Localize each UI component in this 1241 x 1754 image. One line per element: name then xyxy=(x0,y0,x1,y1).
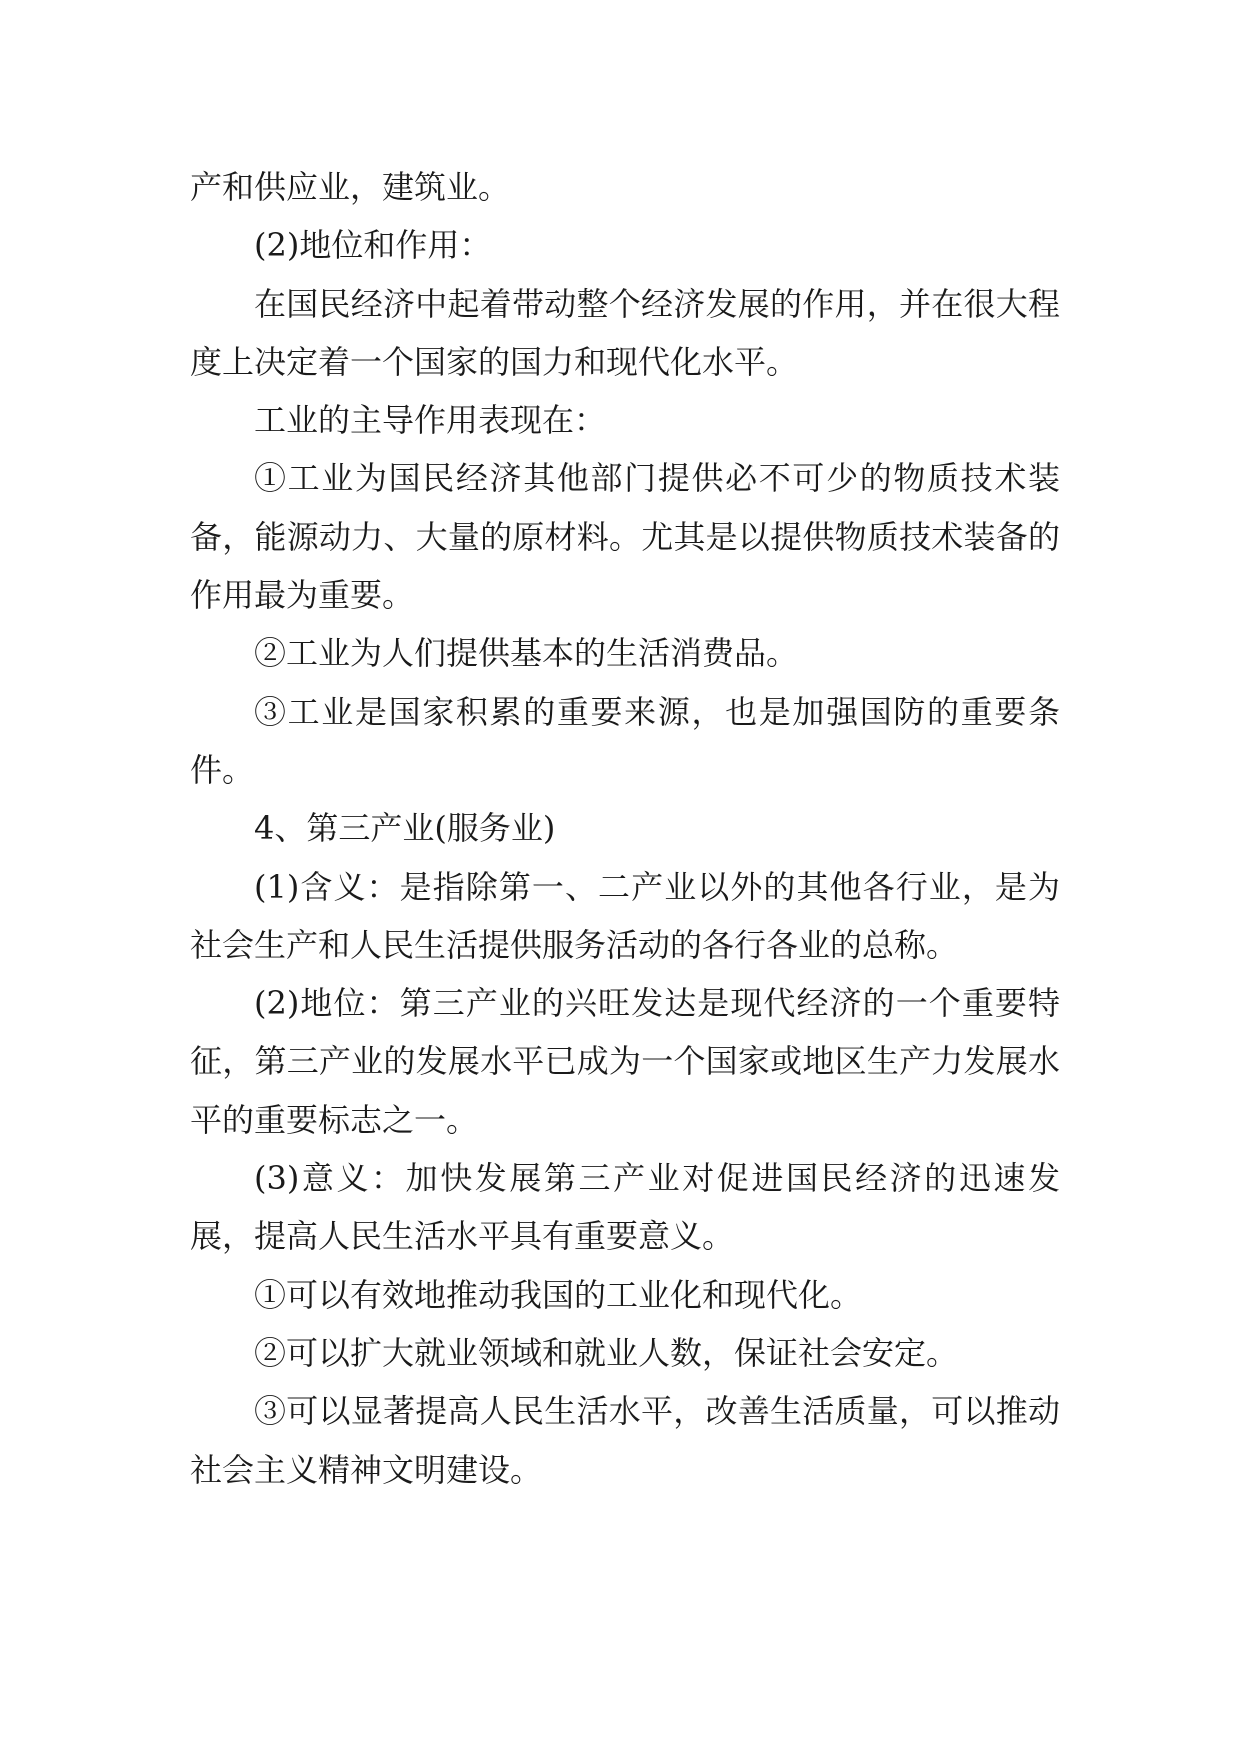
paragraph-4: 工业的主导作用表现在： xyxy=(254,401,607,440)
paragraph-7: ③工业是国家积累的重要来源，也是加强国防的重要条件。 xyxy=(190,692,1060,789)
paragraph-12: ①可以有效地推动我国的工业化和现代化。 xyxy=(254,1275,863,1314)
paragraph-1: 产和供应业，建筑业。 xyxy=(190,168,511,206)
paragraph-13: ②可以扩大就业领域和就业人数，保证社会安定。 xyxy=(254,1333,959,1372)
document-body xyxy=(190,158,1060,1499)
paragraph-3: 在国民经济中起着带动整个经济发展的作用，并在很大程度上决定着一个国家的国力和现代化水平。 xyxy=(190,284,1060,381)
paragraph-11: (3)意义：加快发展第三产业对促进国民经济的迅速发展，提高人民生活水平具有重要意义。 xyxy=(190,1159,1060,1256)
paragraph-6: ②工业为人们提供基本的生活消费品。 xyxy=(254,634,799,673)
paragraph-10: (2)地位：第三产业的兴旺发达是现代经济的一个重要特征，第三产业的发展水平已成为一个国家或地区生产力发展水平的重要标志之一。 xyxy=(190,984,1060,1139)
paragraph-8: 4、第三产业(服务业) xyxy=(254,809,556,848)
paragraph-5: ①工业为国民经济其他部门提供必不可少的物质技术装备，能源动力、大量的原材料。尤其是以提供物质技术装备的作用最为重要。 xyxy=(190,459,1060,615)
paragraph-9: (1)含义：是指除第一、二产业以外的其他各行业，是为社会生产和人民生活提供服务活动的各行各业的总称。 xyxy=(190,867,1060,964)
paragraph-2: (2)地位和作用： xyxy=(254,226,492,265)
paragraph-14: ③可以显著提高人民生活水平，改善生活质量，可以推动社会主义精神文明建设。 xyxy=(190,1392,1060,1489)
